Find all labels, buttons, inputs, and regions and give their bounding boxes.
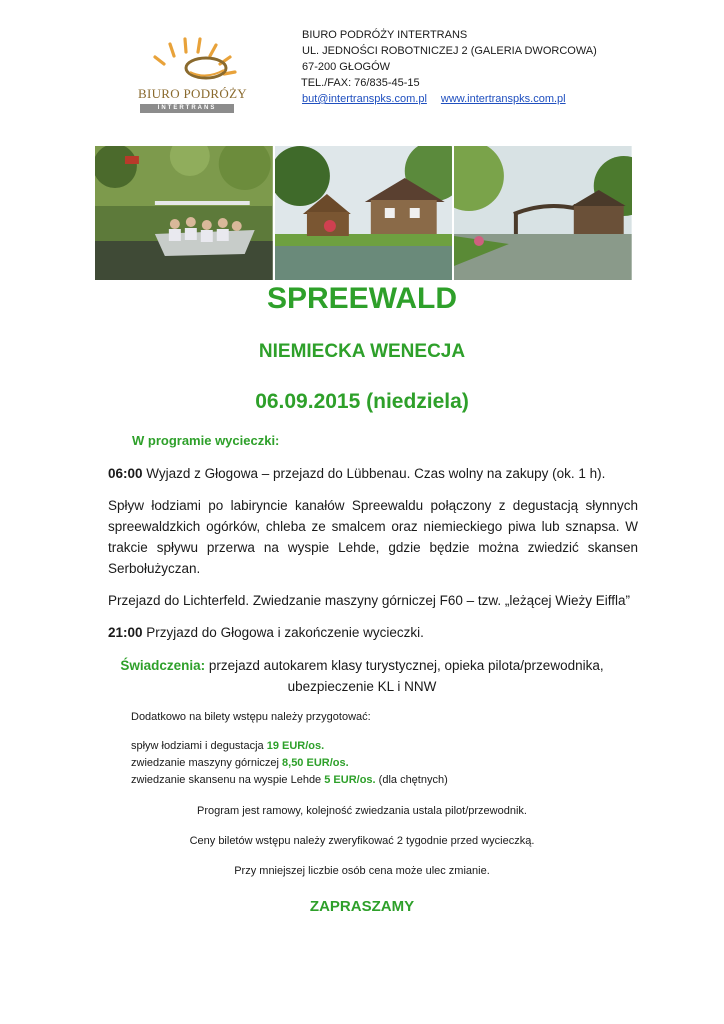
program-paragraph-cruise: Spływ łodziami po labiryncie kanałów Spreewaldu połączony z degustacją słynnych spreewaldzkich ogórków, chleba ze smalcem oraz niemieckiego piwa lub sznapsa. W trakcie spływu przerwa na wyspie Lehde, gdzie będzie można zwiedzić skansen Serbołużyczan.	[108, 498, 638, 576]
boat-tour-photo	[95, 146, 273, 280]
departure-time: 06:00	[108, 466, 143, 481]
ticket-item-price: 8,50 EUR/os.	[282, 757, 349, 769]
ticket-item	[131, 755, 349, 772]
ticket-item-price: 5 EUR/os.	[324, 774, 376, 786]
email-link[interactable]: but@intertranspks.com.pl	[302, 93, 427, 105]
return-text: Przyjazd do Głogowa i zakończenie wycieczki.	[142, 625, 424, 640]
closing-invitation: ZAPRASZAMY	[309, 898, 415, 915]
agency-phone: TEL./FAX: 76/835-45-15	[301, 77, 420, 89]
program-paragraph-return	[108, 622, 638, 643]
program-paragraph-lichterfeld: Przejazd do Lichterfeld. Zwiedzanie maszyny górniczej F60 – tzw. „leżącej Wieży Eiffla”	[108, 593, 630, 608]
ticket-item-suffix: (dla chętnych)	[375, 774, 448, 786]
trip-date: 06.09.2015 (niedziela)	[255, 390, 469, 413]
benefits-label: Świadczenia:	[120, 658, 206, 673]
website-link[interactable]: www.intertranspks.com.pl	[440, 93, 566, 105]
departure-text: Wyjazd z Głogowa – przejazd do Lübbenau. Czas wolny na zakupy (ok. 1 h).	[142, 466, 606, 481]
program-paragraph-departure	[108, 463, 638, 484]
note-prices: Ceny biletów wstępu należy zweryfikować 2 tygodnie przed wycieczką.	[189, 835, 535, 847]
ticket-item	[131, 772, 448, 789]
canal-bridge-photo	[454, 146, 632, 280]
tickets-intro: Dodatkowo na bilety wstępu należy przygotować:	[131, 711, 371, 723]
agency-info	[302, 27, 597, 107]
agency-name: BIURO PODRÓŻY INTERTRANS	[302, 29, 468, 41]
benefits-line-2: ubezpieczenie KL i NNW	[287, 679, 437, 694]
ticket-item-text: spływ łodziami i degustacja	[131, 740, 267, 752]
logo-name: BIURO PODRÓŻY	[138, 86, 247, 101]
ticket-item	[131, 738, 324, 755]
page-title: SPREEWALD	[266, 282, 458, 315]
note-group-size: Przy mniejszej liczbie osób cena może ulec zmianie.	[234, 865, 490, 877]
program-heading: W programie wycieczki:	[132, 433, 280, 448]
wooden-house-photo	[275, 146, 453, 280]
ticket-item-price: 19 EUR/os.	[266, 740, 325, 752]
ticket-item-text: zwiedzanie skansenu na wyspie Lehde	[131, 774, 325, 786]
logo-subtitle: INTERTRANS	[140, 104, 234, 113]
benefits-line-1: przejazd autokarem klasy turystycznej, opieka pilota/przewodnika,	[205, 658, 604, 673]
agency-address: UL. JEDNOŚCI ROBOTNICZEJ 2 (GALERIA DWORCOWA)	[302, 45, 597, 57]
return-time: 21:00	[108, 625, 143, 640]
ticket-item-text: zwiedzanie maszyny górniczej	[131, 757, 283, 769]
page-subtitle: NIEMIECKA WENECJA	[258, 341, 466, 362]
agency-city: 67-200 GŁOGÓW	[302, 61, 391, 73]
note-program: Program jest ramowy, kolejność zwiedzania ustala pilot/przewodnik.	[197, 805, 527, 817]
benefits-section	[0, 655, 724, 697]
photo-strip	[95, 146, 632, 280]
